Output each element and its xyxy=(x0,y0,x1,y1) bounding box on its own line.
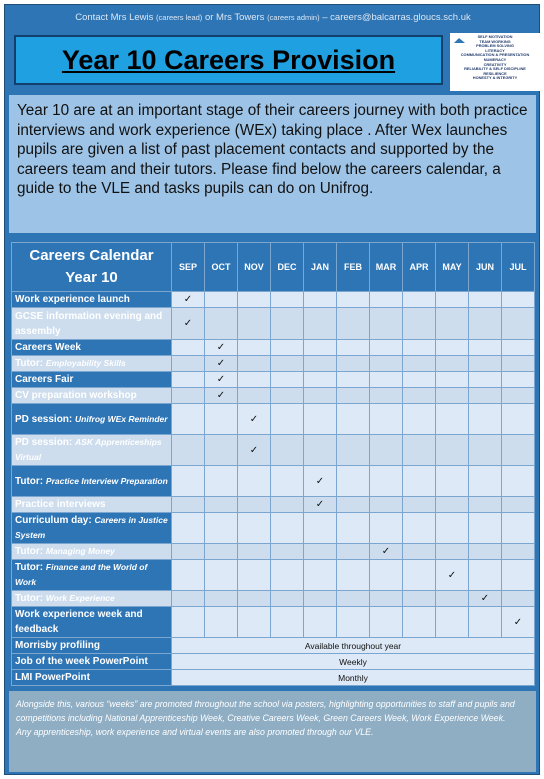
calendar-row xyxy=(12,560,535,591)
activity-name: Careers Fair xyxy=(15,374,74,385)
month-cell xyxy=(370,513,403,544)
page-title: Year 10 Careers Provision xyxy=(61,44,396,75)
month-cell xyxy=(172,544,205,560)
calendar-row xyxy=(12,292,535,308)
month-cell xyxy=(205,513,238,544)
month-cell xyxy=(436,607,469,638)
contact-email[interactable]: – careers@balcarras.gloucs.sch.uk xyxy=(322,12,471,23)
month-cell xyxy=(205,497,238,513)
month-cell xyxy=(238,340,271,356)
month-cell xyxy=(403,560,436,591)
activity-label xyxy=(12,560,172,591)
month-cell xyxy=(304,388,337,404)
month-cell xyxy=(304,292,337,308)
month-cell xyxy=(271,591,304,607)
activity-name: CV preparation workshop xyxy=(15,390,137,401)
month-cell xyxy=(304,591,337,607)
month-cell xyxy=(271,356,304,372)
month-cell xyxy=(337,308,370,340)
month-cell xyxy=(370,560,403,591)
month-header: APR xyxy=(403,243,436,292)
month-cell xyxy=(304,560,337,591)
calendar-row xyxy=(12,513,535,544)
month-cell xyxy=(403,356,436,372)
month-cell xyxy=(238,607,271,638)
month-cell xyxy=(271,308,304,340)
activity-name: PD session: xyxy=(15,437,73,448)
month-cell xyxy=(304,356,337,372)
month-cell xyxy=(304,513,337,544)
month-header: JUN xyxy=(469,243,502,292)
calendar-row xyxy=(12,356,535,372)
activity-name: GCSE information evening and assembly xyxy=(15,310,163,337)
month-cell xyxy=(436,513,469,544)
calendar-row xyxy=(12,404,535,435)
activity-name: Work experience week and feedback xyxy=(15,609,143,635)
month-cell xyxy=(502,340,535,356)
month-cell xyxy=(469,497,502,513)
month-cell xyxy=(337,340,370,356)
month-cell xyxy=(469,404,502,435)
activity-detail: Employability Skills xyxy=(45,358,126,368)
check-icon: ✓ xyxy=(183,318,193,329)
month-cell xyxy=(271,513,304,544)
month-cell xyxy=(370,308,403,340)
month-cell xyxy=(337,544,370,560)
month-cell xyxy=(238,560,271,591)
calendar-span-row xyxy=(12,654,535,670)
month-cell xyxy=(304,466,337,497)
month-cell xyxy=(403,292,436,308)
month-cell xyxy=(337,591,370,607)
month-cell xyxy=(271,497,304,513)
month-cell xyxy=(304,497,337,513)
month-cell xyxy=(271,388,304,404)
month-cell xyxy=(205,591,238,607)
month-cell xyxy=(403,404,436,435)
month-cell xyxy=(205,404,238,435)
month-cell xyxy=(436,372,469,388)
month-cell xyxy=(238,308,271,340)
skill-item: HONESTY & INTEGRITY xyxy=(472,75,518,81)
calendar-row xyxy=(12,591,535,607)
activity-label xyxy=(12,340,172,356)
month-cell xyxy=(403,591,436,607)
month-header: JAN xyxy=(304,243,337,292)
month-cell xyxy=(469,466,502,497)
month-cell xyxy=(172,560,205,591)
month-cell xyxy=(172,607,205,638)
calendar-row xyxy=(12,372,535,388)
footer-line2: Any apprenticeship, work experience and virtual events are also promoted through our VLE. xyxy=(16,727,374,737)
intro-text: Year 10 are at an important stage of their careers journey with both practice interviews and work experience (WEx) taking place . After Wex launches pupils are given a list of past placement contacts and supported by the careers team and their tutors. Please find below the careers calendar, a guide to the VLE and tasks pupils can do on Unifrog. xyxy=(9,95,536,233)
month-cell xyxy=(403,435,436,466)
month-cell xyxy=(238,497,271,513)
month-cell xyxy=(436,356,469,372)
month-cell xyxy=(304,404,337,435)
month-cell xyxy=(370,607,403,638)
month-cell xyxy=(205,435,238,466)
month-cell xyxy=(403,607,436,638)
month-cell xyxy=(403,466,436,497)
calendar-body xyxy=(12,292,535,686)
month-cell xyxy=(337,513,370,544)
month-cell xyxy=(271,292,304,308)
month-cell xyxy=(238,435,271,466)
activity-label: Job of the week PowerPoint xyxy=(12,654,172,670)
month-cell xyxy=(370,591,403,607)
month-cell xyxy=(370,388,403,404)
contact-prefix: Contact Mrs Lewis xyxy=(75,12,154,23)
month-cell xyxy=(436,340,469,356)
month-header: MAY xyxy=(436,243,469,292)
month-cell xyxy=(370,404,403,435)
month-cell xyxy=(370,497,403,513)
month-cell xyxy=(337,292,370,308)
month-cell xyxy=(469,356,502,372)
month-cell xyxy=(337,560,370,591)
contact-or: or Mrs Towers xyxy=(204,12,265,23)
month-cell xyxy=(436,435,469,466)
month-cell xyxy=(205,466,238,497)
calendar-row xyxy=(12,308,535,340)
month-cell xyxy=(370,435,403,466)
month-cell xyxy=(469,340,502,356)
check-icon: ✓ xyxy=(315,475,325,487)
month-cell xyxy=(238,513,271,544)
month-cell xyxy=(403,372,436,388)
month-cell xyxy=(469,591,502,607)
calendar-row xyxy=(12,435,535,466)
month-cell xyxy=(436,497,469,513)
activity-label: Morrisby profiling xyxy=(12,638,172,654)
activity-label xyxy=(12,466,172,497)
activity-name: Tutor: xyxy=(15,546,44,557)
month-cell xyxy=(271,404,304,435)
frequency-cell: Weekly xyxy=(172,654,535,670)
calendar-row xyxy=(12,497,535,513)
frequency-cell: Monthly xyxy=(172,670,535,686)
month-cell xyxy=(205,607,238,638)
month-cell xyxy=(502,435,535,466)
contact-line xyxy=(5,12,541,23)
month-cell xyxy=(436,308,469,340)
month-cell xyxy=(238,404,271,435)
month-cell xyxy=(172,513,205,544)
activity-detail: Careers in Justice System xyxy=(15,515,168,540)
month-cell xyxy=(502,292,535,308)
calendar-title xyxy=(12,243,172,292)
month-cell xyxy=(172,388,205,404)
month-cell xyxy=(205,560,238,591)
month-cell xyxy=(205,356,238,372)
month-header: JUL xyxy=(502,243,535,292)
month-cell xyxy=(502,372,535,388)
careers-provision-page xyxy=(4,4,540,775)
month-cell xyxy=(304,340,337,356)
calendar-title-line2: Year 10 xyxy=(65,269,118,286)
month-cell xyxy=(271,544,304,560)
month-cell xyxy=(271,560,304,591)
month-cell xyxy=(337,404,370,435)
month-cell xyxy=(370,340,403,356)
activity-name: Tutor: xyxy=(15,562,44,573)
activity-label xyxy=(12,292,172,308)
month-cell xyxy=(436,560,469,591)
month-cell xyxy=(205,388,238,404)
check-icon: ✓ xyxy=(216,358,226,369)
month-cell xyxy=(403,308,436,340)
activity-detail: Unifrog WEx Reminder xyxy=(75,413,168,424)
activity-detail: Finance and the World of Work xyxy=(15,562,148,587)
activity-label xyxy=(12,607,172,638)
month-cell xyxy=(403,513,436,544)
skill-item: PROBLEM SOLVING xyxy=(476,43,514,49)
check-icon: ✓ xyxy=(216,374,226,385)
check-icon: ✓ xyxy=(183,294,193,305)
month-cell xyxy=(172,372,205,388)
month-header: OCT xyxy=(205,243,238,292)
activity-name: PD session: xyxy=(15,413,73,425)
month-cell xyxy=(403,497,436,513)
activity-name: Curriculum day: xyxy=(15,515,92,526)
month-cell xyxy=(172,340,205,356)
month-cell xyxy=(238,372,271,388)
month-header: SEP xyxy=(172,243,205,292)
month-cell xyxy=(337,435,370,466)
month-cell xyxy=(205,372,238,388)
month-cell xyxy=(205,308,238,340)
skill-item: TEAM WORKING xyxy=(479,38,511,44)
activity-detail: ASK Apprenticeships Virtual xyxy=(15,437,162,462)
activity-label xyxy=(12,497,172,513)
activity-label xyxy=(12,435,172,466)
activity-name: Tutor: xyxy=(15,593,44,604)
footer-note xyxy=(9,691,536,772)
activity-detail: Work Experience xyxy=(45,593,115,603)
month-cell xyxy=(271,340,304,356)
month-cell xyxy=(205,340,238,356)
month-cell xyxy=(271,372,304,388)
activity-label xyxy=(12,404,172,435)
skill-item: COMMUNICATION & PRESENTATION xyxy=(460,52,530,58)
month-cell xyxy=(271,435,304,466)
month-cell xyxy=(436,591,469,607)
month-cell xyxy=(172,466,205,497)
contact-admin-role: (careers admin) xyxy=(267,13,320,22)
month-cell xyxy=(502,404,535,435)
activity-detail: Managing Money xyxy=(45,546,115,556)
month-cell xyxy=(238,591,271,607)
month-cell xyxy=(172,292,205,308)
month-cell xyxy=(172,356,205,372)
check-icon: ✓ xyxy=(381,546,391,557)
skill-item: RELIABILITY & SELF DISCIPLINE xyxy=(464,66,526,72)
check-icon: ✓ xyxy=(513,616,523,628)
month-cell xyxy=(370,372,403,388)
month-cell xyxy=(502,544,535,560)
month-cell xyxy=(172,497,205,513)
calendar-row xyxy=(12,607,535,638)
month-header: DEC xyxy=(271,243,304,292)
month-cell xyxy=(271,466,304,497)
month-cell xyxy=(469,607,502,638)
activity-label xyxy=(12,308,172,340)
month-cell xyxy=(304,372,337,388)
month-cell xyxy=(502,560,535,591)
activity-name: Careers Week xyxy=(15,342,81,353)
month-cell xyxy=(337,388,370,404)
skill-item: NUMERACY xyxy=(483,56,507,62)
month-cell xyxy=(238,292,271,308)
month-cell xyxy=(205,292,238,308)
month-cell xyxy=(172,435,205,466)
month-cell xyxy=(403,388,436,404)
month-cell xyxy=(238,466,271,497)
month-cell xyxy=(370,466,403,497)
check-icon: ✓ xyxy=(480,593,490,604)
month-cell xyxy=(370,356,403,372)
month-cell xyxy=(469,308,502,340)
check-icon: ✓ xyxy=(216,342,226,353)
month-cell xyxy=(205,544,238,560)
month-cell xyxy=(172,404,205,435)
activity-label xyxy=(12,388,172,404)
month-cell xyxy=(469,435,502,466)
activity-name: Tutor: xyxy=(15,475,44,487)
month-cell xyxy=(436,404,469,435)
skill-item: SELF MOTIVATION xyxy=(477,34,513,39)
month-header: MAR xyxy=(370,243,403,292)
month-cell xyxy=(271,607,304,638)
month-cell xyxy=(337,607,370,638)
contact-lead-role: (careers lead) xyxy=(156,13,203,22)
month-cell xyxy=(172,308,205,340)
check-icon: ✓ xyxy=(315,499,325,510)
calendar-header-row xyxy=(12,243,535,292)
activity-label xyxy=(12,513,172,544)
month-cell xyxy=(502,591,535,607)
month-cell xyxy=(238,544,271,560)
check-icon: ✓ xyxy=(447,569,457,581)
month-cell xyxy=(469,544,502,560)
skill-item: RESILIENCE xyxy=(483,70,507,76)
check-icon: ✓ xyxy=(249,413,259,425)
month-cell xyxy=(502,356,535,372)
calendar-span-row xyxy=(12,638,535,654)
month-cell xyxy=(436,388,469,404)
title-banner xyxy=(14,35,443,85)
month-cell xyxy=(469,513,502,544)
activity-detail: Practice Interview Preparation xyxy=(45,475,168,486)
month-cell xyxy=(304,544,337,560)
month-cell xyxy=(469,292,502,308)
activity-label xyxy=(12,591,172,607)
activity-label xyxy=(12,544,172,560)
activity-name: Tutor: xyxy=(15,358,44,369)
month-cell xyxy=(337,356,370,372)
calendar-row xyxy=(12,340,535,356)
activity-name: Practice interviews xyxy=(15,499,106,510)
frequency-cell: Available throughout year xyxy=(172,638,535,654)
month-cell xyxy=(502,466,535,497)
month-cell xyxy=(403,340,436,356)
month-cell xyxy=(304,607,337,638)
month-header: FEB xyxy=(337,243,370,292)
month-header: NOV xyxy=(238,243,271,292)
calendar-row xyxy=(12,388,535,404)
month-cell xyxy=(436,544,469,560)
month-cell xyxy=(337,372,370,388)
month-cell xyxy=(469,560,502,591)
calendar-span-row xyxy=(12,670,535,686)
check-icon: ✓ xyxy=(216,390,226,401)
month-cell xyxy=(238,356,271,372)
month-cell xyxy=(304,435,337,466)
month-cell xyxy=(469,372,502,388)
activity-name: Work experience launch xyxy=(15,294,130,305)
skills-list xyxy=(450,35,540,81)
check-icon: ✓ xyxy=(249,444,259,456)
calendar-row xyxy=(12,466,535,497)
skill-item: LITERACY xyxy=(485,47,505,53)
activity-label: LMI PowerPoint xyxy=(12,670,172,686)
calendar-row xyxy=(12,544,535,560)
month-cell xyxy=(436,466,469,497)
month-cell xyxy=(502,607,535,638)
month-cell xyxy=(502,388,535,404)
month-cell xyxy=(436,292,469,308)
month-cell xyxy=(172,591,205,607)
calendar-title-line1: Careers Calendar xyxy=(29,247,154,264)
month-cell xyxy=(502,308,535,340)
month-cell xyxy=(502,497,535,513)
activity-label xyxy=(12,372,172,388)
month-cell xyxy=(403,544,436,560)
footer-line1: Alongside this, various “weeks” are promoted throughout the school via posters, highlighting opportunities to staff and pupils and competitions including National Apprenticeship Week, Creative Careers Week, Green Careers Week, Work Experience Week. xyxy=(16,699,515,723)
activity-label xyxy=(12,356,172,372)
month-cell xyxy=(502,513,535,544)
month-cell xyxy=(370,292,403,308)
month-cell xyxy=(469,388,502,404)
careers-calendar-table xyxy=(11,242,535,686)
skills-logo-panel xyxy=(450,33,540,91)
month-cell xyxy=(337,466,370,497)
skill-item: CREATIVITY xyxy=(483,61,507,67)
month-cell xyxy=(238,388,271,404)
month-cell xyxy=(337,497,370,513)
month-cell xyxy=(370,544,403,560)
month-cell xyxy=(304,308,337,340)
